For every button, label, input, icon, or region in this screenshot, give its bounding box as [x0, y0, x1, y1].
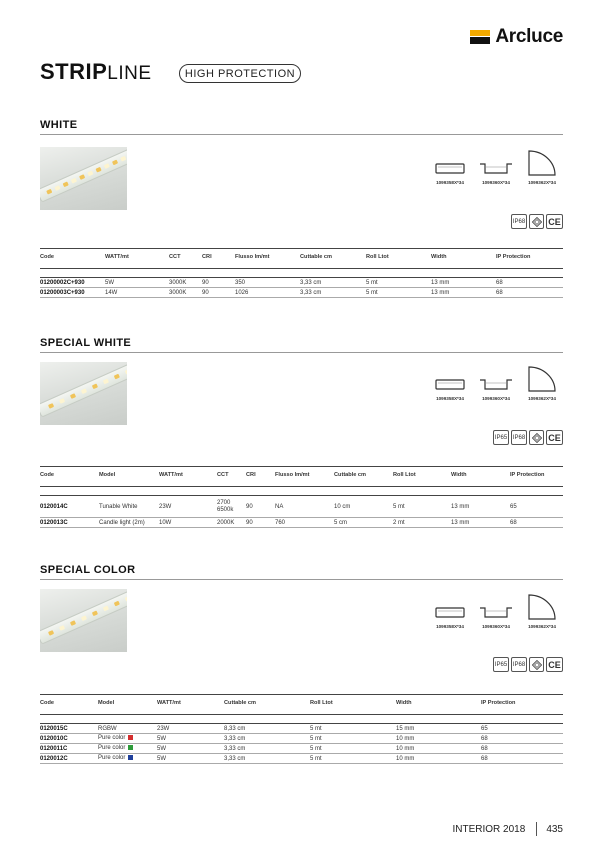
green-swatch — [128, 745, 133, 750]
certification-row — [493, 657, 563, 672]
safety-diamond-icon — [529, 430, 544, 445]
ce-mark-icon: CE — [546, 657, 563, 672]
page-footer — [453, 822, 564, 836]
brand-mark-icon — [470, 30, 490, 44]
product-photo-special-color — [40, 589, 127, 652]
corner-profile-icon — [525, 148, 559, 178]
table-row: 0120014C Tunable White 23W 2700 6500k 90 NA 10 cm 5 mt 13 mm 65 — [40, 496, 563, 518]
led-strip-illustration — [40, 589, 127, 645]
table-header-row: Code Model WATT/mt Cuttable cm Roll Ltot Width IP Protection — [40, 695, 563, 715]
ip68-badge: IP68 — [511, 214, 527, 229]
certification-row — [511, 214, 563, 229]
profile-list — [429, 156, 563, 185]
led-strip-illustration — [40, 362, 127, 418]
led-strip-illustration — [40, 147, 127, 203]
table-row: 0120013C Candle light (2m) 10W 2000K 90 760 5 cm 2 mt 13 mm 68 — [40, 518, 563, 528]
recessed-profile-icon — [479, 156, 513, 178]
brand-logo — [470, 26, 563, 48]
ip68-badge: IP68 — [511, 430, 527, 445]
table-row: 0120010C Pure color 5W 3,33 cm 5 mt 10 mm 68 — [40, 734, 563, 744]
red-swatch — [128, 735, 133, 740]
spec-table-white — [40, 248, 563, 298]
brand-name: Arcluce — [495, 26, 563, 47]
profile-list — [429, 600, 563, 629]
ce-mark-icon: CE — [546, 214, 563, 229]
product-photo-white — [40, 147, 127, 210]
profile-item: 1099360X*34 — [475, 600, 517, 629]
section-title-special-white: SPECIAL WHITE — [40, 337, 132, 349]
footer-divider — [536, 822, 537, 836]
section-title-special-color: SPECIAL COLOR — [40, 564, 136, 576]
flat-profile-icon — [433, 600, 467, 622]
table-header-row: Code WATT/mt CCT CRI Flusso lm/mt Cuttable cm Roll Ltot Width IP Protection — [40, 249, 563, 269]
table-header-row: Code Model WATT/mt CCT CRI Flusso lm/mt Cuttable cm Roll Ltot Width IP Protection — [40, 467, 563, 487]
ip65-badge: IP65 — [493, 657, 509, 672]
ip65-badge: IP65 — [493, 430, 509, 445]
profile-item: 1099358X*34 — [429, 372, 471, 401]
flat-profile-icon — [433, 156, 467, 178]
certification-row — [493, 430, 563, 445]
corner-profile-icon — [525, 364, 559, 394]
profile-item: 1099358X*34 — [429, 156, 471, 185]
safety-diamond-icon — [529, 657, 544, 672]
blue-swatch — [128, 755, 133, 760]
catalog-label: INTERIOR 2018 — [452, 823, 526, 835]
page-number: 435 — [546, 823, 563, 835]
flat-profile-icon — [433, 372, 467, 394]
ce-mark-icon: CE — [546, 430, 563, 445]
profile-item: 1099362X*34 — [521, 600, 563, 629]
ip68-badge: IP68 — [511, 657, 527, 672]
profile-list — [429, 372, 563, 401]
spec-table-special-color — [40, 694, 563, 764]
profile-item: 1099360X*34 — [475, 156, 517, 185]
page-title — [40, 59, 152, 85]
page-title-light: LINE — [107, 63, 152, 84]
category-badge: HIGH PROTECTION — [179, 64, 301, 83]
profile-item: 1099362X*34 — [521, 372, 563, 401]
spec-table-special-white — [40, 466, 563, 528]
table-row: 01200003C+930 14W 3000K 90 1026 3,33 cm 5 mt 13 mm 68 — [40, 288, 563, 298]
section-divider — [40, 352, 563, 353]
corner-profile-icon — [525, 592, 559, 622]
section-title-white: WHITE — [40, 119, 78, 131]
safety-diamond-icon — [529, 214, 544, 229]
page-title-strong: STRIP — [40, 59, 108, 84]
section-divider — [40, 579, 563, 580]
recessed-profile-icon — [479, 600, 513, 622]
section-divider — [40, 134, 563, 135]
profile-item: 1099358X*34 — [429, 600, 471, 629]
table-row: 0120011C Pure color 5W 3,33 cm 5 mt 10 mm 68 — [40, 744, 563, 754]
recessed-profile-icon — [479, 372, 513, 394]
table-row: 0120012C Pure color 5W 3,33 cm 5 mt 10 mm 68 — [40, 754, 563, 764]
table-row: 01200002C+930 5W 3000K 90 350 3,33 cm 5 mt 13 mm 68 — [40, 278, 563, 288]
profile-item: 1099362X*34 — [521, 156, 563, 185]
profile-item: 1099360X*34 — [475, 372, 517, 401]
table-row: 0120015C RGBW 23W 8,33 cm 5 mt 15 mm 65 — [40, 724, 563, 734]
product-photo-special-white — [40, 362, 127, 425]
